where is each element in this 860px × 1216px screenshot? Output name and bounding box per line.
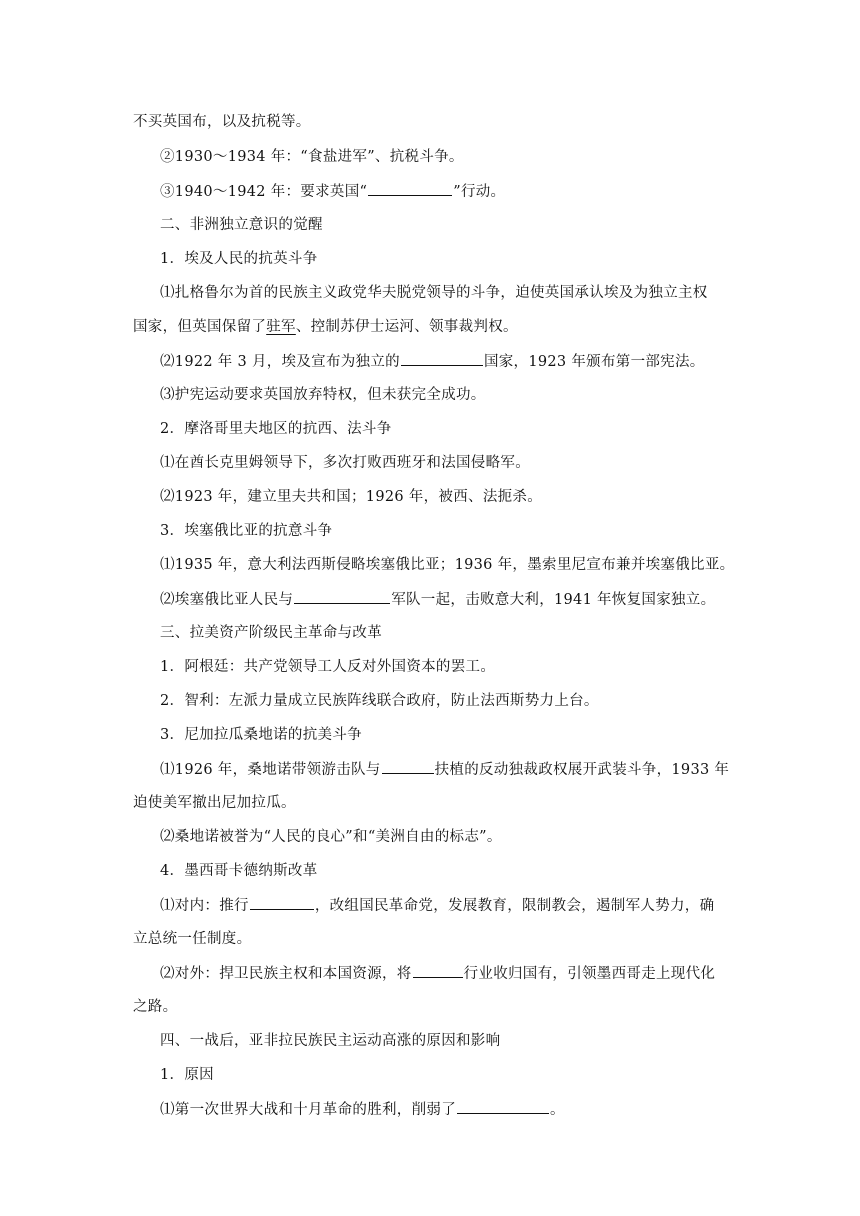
text-line: ⑵桑地诺被誉为“人民的良心”和“美洲自由的标志”。 xyxy=(160,829,502,845)
text-line: 1．阿根廷：共产党领导工人反对外国资本的罢工。 xyxy=(160,659,496,675)
text-line: 之路。 xyxy=(133,999,178,1015)
text-line: ⑵1923 年，建立里夫共和国；1926 年，被西、法扼杀。 xyxy=(160,489,543,505)
subsection-heading: 3．埃塞俄比亚的抗意斗争 xyxy=(160,523,333,539)
text-line: ⑴对内：推行 ，改组国民革命党，发展教育，限制教会，遏制军人势力，确 xyxy=(160,895,714,916)
fill-blank[interactable] xyxy=(368,181,452,196)
fill-blank[interactable] xyxy=(457,1099,549,1114)
text-line: 国家，但英国保留了驻军、控制苏伊士运河、领事裁判权。 xyxy=(133,319,518,335)
text-line: 2．智利：左派力量成立民族阵线联合政府，防止法西斯势力上台。 xyxy=(160,693,599,709)
text-line: ⑴1926 年，桑地诺带领游击队与 扶植的反动独裁政权展开武装斗争，1933 年 xyxy=(160,759,729,780)
text-line: 迫使美军撤出尼加拉瓜。 xyxy=(133,795,296,811)
text-line: ⑴扎格鲁尔为首的民族主义政党华夫脱党领导的斗争，迫使英国承认埃及为独立主权 xyxy=(160,285,708,301)
fill-blank[interactable] xyxy=(401,351,483,366)
text-line: ⑴在酋长克里姆领导下，多次打败西班牙和法国侵略军。 xyxy=(160,455,530,471)
text-line: ⑵埃塞俄比亚人民与 军队一起，击败意大利，1941 年恢复国家独立。 xyxy=(160,589,715,610)
section-heading: 三、拉美资产阶级民主革命与改革 xyxy=(160,625,382,641)
underlined-term: 驻军 xyxy=(266,319,296,335)
text-line: ⑶护宪运动要求英国放弃特权，但未获完全成功。 xyxy=(160,387,486,403)
fill-blank[interactable] xyxy=(382,759,434,774)
text-line: 不买英国布，以及抗税等。 xyxy=(133,114,311,130)
fill-blank[interactable] xyxy=(250,895,314,910)
text-line: ⑵对外：捍卫民族主权和本国资源，将 行业收归国有，引领墨西哥走上现代化 xyxy=(160,963,715,984)
text-line: ⑵1922 年 3 月，埃及宣布为独立的 国家，1923 年颁布第一部宪法。 xyxy=(160,351,705,372)
subsection-heading: 4．墨西哥卡德纳斯改革 xyxy=(160,863,318,879)
text-line: ⑴1935 年，意大利法西斯侵略埃塞俄比亚；1936 年，墨索里尼宣布兼并埃塞俄比亚。 xyxy=(160,557,735,573)
text-line: ③1940～1942 年：要求英国“ ”行动。 xyxy=(160,181,505,202)
subsection-heading: 2．摩洛哥里夫地区的抗西、法斗争 xyxy=(160,421,392,437)
text-line: 立总统一任制度。 xyxy=(133,931,252,947)
section-heading: 二、非洲独立意识的觉醒 xyxy=(160,217,323,233)
section-heading: 四、一战后，亚非拉民族民主运动高涨的原因和影响 xyxy=(160,1033,501,1049)
subsection-heading: 1．埃及人民的抗英斗争 xyxy=(160,251,318,267)
fill-blank[interactable] xyxy=(294,589,390,604)
subsection-heading: 1．原因 xyxy=(160,1067,214,1083)
text-line: ⑴第一次世界大战和十月革命的胜利，削弱了 。 xyxy=(160,1099,565,1120)
fill-blank[interactable] xyxy=(413,963,463,978)
text-line: ②1930～1934 年：“食盐进军”、抗税斗争。 xyxy=(160,149,464,165)
subsection-heading: 3．尼加拉瓜桑地诺的抗美斗争 xyxy=(160,727,362,743)
